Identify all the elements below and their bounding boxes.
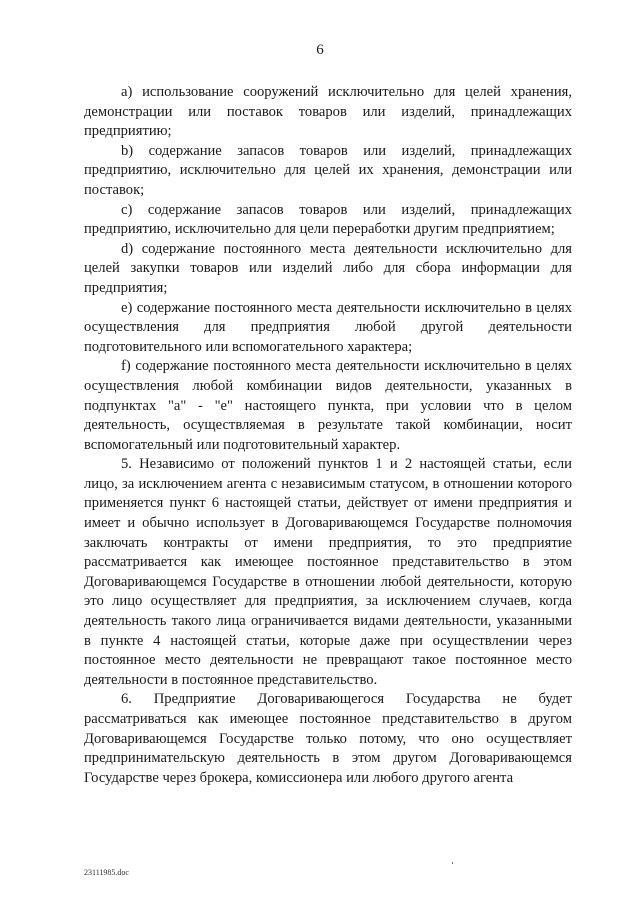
paragraph-item-c: c) содержание запасов товаров или изделий, принадлежащих предприятию, исключительно для цели переработки другим предприятием; [84,201,572,238]
page-number: 6 [316,42,324,58]
paragraph-point-5: 5. Независимо от положений пунктов 1 и 2 настоящей статьи, если лицо, за исключением агента с независимым статусом, в отношении которого применяется пункт 6 настоящей статьи, действует от имени предприятия и имеет и обычно использует в Договаривающемся Государстве полномочия заключать контракты от имени предприятия, то это предприятие рассматривается как имеющее постоянное представительство в этом Договаривающемся Государстве в отношении любой деятельности, которую это лицо осуществляет для предприятия, за исключением случаев, когда деятельность такого лица ограничивается видами деятельности, указанными в пункте 4 настоящей статьи, которые даже при осуществлении через постоянное место деятельности не превращают такое постоянное место деятельности в постоянное представительство. [84,456,572,688]
paragraph-item-e: e) содержание постоянного места деятельности исключительно в целях осуществления для предприятия любой другой деятельности подготовительного или вспомогательного характера; [84,299,572,355]
document-body [84,83,572,788]
paragraph-item-f: f) содержание постоянного места деятельности исключительно в целях осуществления любой комбинации видов деятельности, указанных в подпунктах "а" - "е" настоящего пункта, при условии что в целом деятельность, осуществляемая в результате такой комбинации, носит вспомогательный или подготовительный характер. [84,358,572,453]
paragraph-item-a: a) использование сооружений исключительно для целей хранения, демонстрации или поставок товаров или изделий, принадлежащих предприятию; [84,84,572,140]
paragraph-item-b: b) содержание запасов товаров или изделий, принадлежащих предприятию, исключительно для целей их хранения, демонстрации или поставок; [84,142,572,198]
file-name-footer: 23111985.doc [84,868,129,877]
scan-speck [452,862,453,864]
paragraph-item-d: d) содержание постоянного места деятельности исключительно для целей закупки товаров или изделий либо для сбора информации для предприятия; [84,240,572,296]
paragraph-point-6: 6. Предприятие Договаривающегося Государства не будет рассматриваться как имеющее постоянное представительство в другом Договаривающемся Государстве только потому, что оно осуществляет предпринимательскую деятельность в этом другом Договаривающемся Государстве через брокера, комиссионера или любого другого агента [84,691,572,786]
